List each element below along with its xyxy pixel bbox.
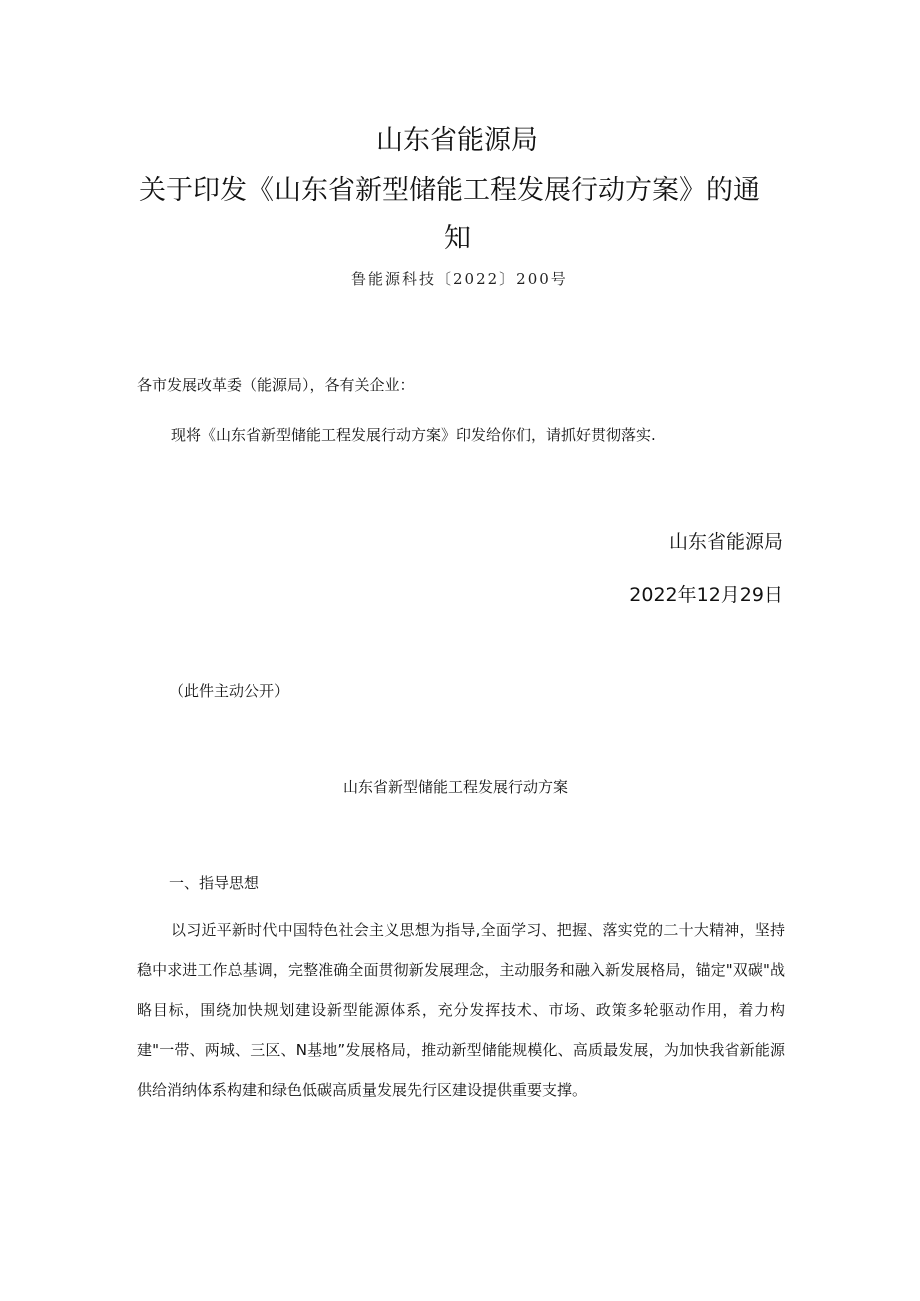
addressee-line: 各市发展改革委（能源局），各有关企业： <box>137 376 415 394</box>
plan-title: 山东省新型储能工程发展行动方案 <box>343 778 569 796</box>
issuer-signature: 山东省能源局 <box>668 531 783 553</box>
disclosure-note: （此件主动公开） <box>169 682 290 700</box>
title-line-3: 知 <box>444 223 471 254</box>
section-paragraph-guiding-ideology: 以习近平新时代中国特色社会主义思想为指导,全面学习、把握、落实党的二十大精神，坚持稳中求进工作总基调，完整准确全面贯彻新发展理念，主动服务和融入新发展格局，锚定"双碳"战略目标，围绕加快规划建设新型能源体系，充分发挥技术、市场、政策多轮驱动作用，着力构建"一带、两城、三区、N基地”发展格局，推动新型储能规模化、高质最发展，为加快我省新能源供给消纳体系构建和绿色低碳高质量发展先行区建设提供重要支撑。 <box>137 921 785 1099</box>
notice-text: 现将《山东省新型储能工程发展行动方案》印发给你们，请抓好贯彻落实. <box>171 426 656 444</box>
title-line-1: 山东省能源局 <box>376 125 538 156</box>
issue-date: 2022年12月29日 <box>629 584 783 606</box>
title-line-2: 关于印发《山东省新型储能工程发展行动方案》的通 <box>139 175 760 206</box>
document-number: 鲁能源科技〔2022〕200号 <box>351 270 568 288</box>
section-heading-guiding-ideology: 一、指导思想 <box>169 874 260 892</box>
